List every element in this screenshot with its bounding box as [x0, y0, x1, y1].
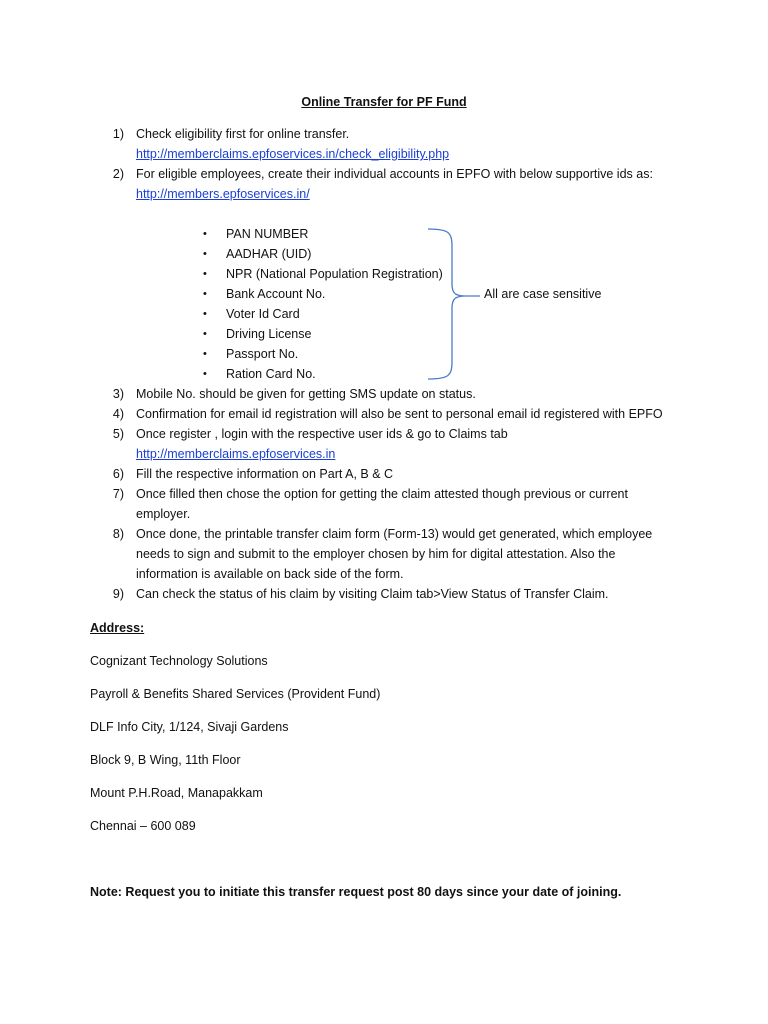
id-list-item: Bank Account No. [226, 287, 326, 301]
eligibility-link[interactable]: http://memberclaims.epfoservices.in/check_eligibility.php [136, 147, 450, 161]
id-list-item: Driving License [226, 327, 312, 341]
step-number: 6) [112, 467, 124, 481]
step-number: 8) [112, 527, 124, 541]
step-text-continued: information is available on back side of the form. [136, 567, 404, 581]
id-list-item: PAN NUMBER [226, 227, 309, 241]
members-link[interactable]: http://members.epfoservices.in/ [136, 187, 310, 201]
bullet-icon: • [203, 228, 207, 240]
step-text: Fill the respective information on Part A, B & C [136, 467, 394, 481]
joining-note: Note: Request you to initiate this transfer request post 80 days since your date of joining. [90, 885, 622, 899]
address-line: Mount P.H.Road, Manapakkam [90, 786, 263, 800]
id-list-item: Voter Id Card [226, 307, 300, 321]
address-heading: Address: [90, 621, 145, 635]
step-number: 1) [112, 127, 124, 141]
bullet-icon: • [203, 268, 207, 280]
step-text: Confirmation for email id registration will also be sent to personal email id registered with EPFO [136, 407, 663, 421]
step-text: Once done, the printable transfer claim form (Form-13) would get generated, which employee [136, 527, 653, 541]
curly-brace-icon [422, 226, 482, 382]
step-number: 4) [112, 407, 124, 421]
address-line: Cognizant Technology Solutions [90, 654, 268, 668]
id-list-item: Ration Card No. [226, 367, 316, 381]
step-text-continued: needs to sign and submit to the employer chosen by him for digital attestation. Also the [136, 547, 616, 561]
bullet-icon: • [203, 348, 207, 360]
step-text: For eligible employees, create their individual accounts in EPFO with below supportive ids as: [136, 167, 653, 181]
address-line: DLF Info City, 1/124, Sivaji Gardens [90, 720, 289, 734]
address-line: Payroll & Benefits Shared Services (Provident Fund) [90, 687, 381, 701]
step-text: Check eligibility first for online transfer. [136, 127, 350, 141]
step-text: Once register , login with the respective user ids & go to Claims tab [136, 427, 508, 441]
step-number: 5) [112, 427, 124, 441]
bullet-icon: • [203, 328, 207, 340]
document-title: Online Transfer for PF Fund [301, 95, 467, 109]
step-text: Once filled then chose the option for getting the claim attested though previous or current [136, 487, 628, 501]
case-sensitive-note: All are case sensitive [484, 287, 602, 301]
id-list-item: NPR (National Population Registration) [226, 267, 443, 281]
bullet-icon: • [203, 368, 207, 380]
step-number: 2) [112, 167, 124, 181]
step-text: Can check the status of his claim by visiting Claim tab>View Status of Transfer Claim. [136, 587, 609, 601]
id-list-item: AADHAR (UID) [226, 247, 312, 261]
bullet-icon: • [203, 308, 207, 320]
step-text-continued: employer. [136, 507, 191, 521]
address-line: Chennai – 600 089 [90, 819, 196, 833]
id-list-item: Passport No. [226, 347, 299, 361]
address-line: Block 9, B Wing, 11th Floor [90, 753, 241, 767]
step-text: Mobile No. should be given for getting SMS update on status. [136, 387, 476, 401]
bullet-icon: • [203, 248, 207, 260]
step-number: 3) [112, 387, 124, 401]
bullet-icon: • [203, 288, 207, 300]
step-number: 7) [112, 487, 124, 501]
step-number: 9) [112, 587, 124, 601]
claims-link[interactable]: http://memberclaims.epfoservices.in [136, 447, 336, 461]
